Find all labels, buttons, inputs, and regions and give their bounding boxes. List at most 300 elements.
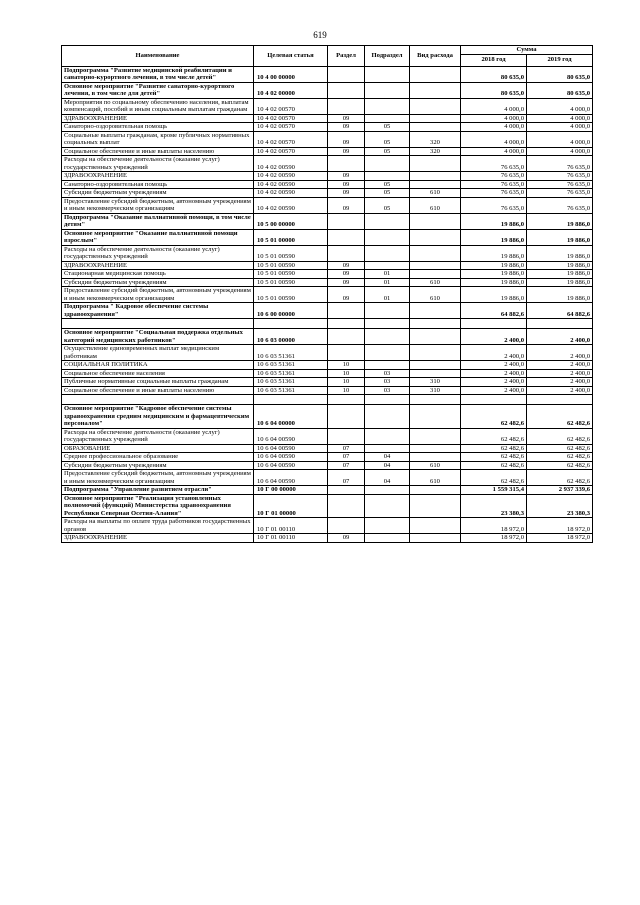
header-sum: Сумма bbox=[461, 46, 593, 55]
cell-section: 09 bbox=[328, 261, 365, 270]
cell-subsection: 01 bbox=[365, 287, 410, 303]
cell-section bbox=[328, 156, 365, 172]
cell-name: Социальное обеспечение и иные выплаты населению bbox=[62, 147, 254, 156]
cell-type bbox=[410, 213, 461, 229]
cell-subsection: 05 bbox=[365, 180, 410, 189]
cell-2019: 2 937 339,6 bbox=[527, 486, 593, 495]
cell-section: 10 bbox=[328, 386, 365, 395]
cell-name: Осуществление единовременных выплат медицинским работникам bbox=[62, 345, 254, 361]
table-row bbox=[62, 189, 593, 198]
cell-section: 09 bbox=[328, 270, 365, 279]
cell-type bbox=[410, 82, 461, 98]
cell-name: Подпрограмма " Кадровое обеспечение системы здравоохранения" bbox=[62, 303, 254, 319]
cell-2019: 76 635,0 bbox=[527, 197, 593, 213]
cell-type: 610 bbox=[410, 189, 461, 198]
cell-2019: 62 482,6 bbox=[527, 461, 593, 470]
cell-name: Стационарная медицинская помощь bbox=[62, 270, 254, 279]
cell-2019: 2 400,0 bbox=[527, 386, 593, 395]
cell-2019: 18 972,0 bbox=[527, 518, 593, 534]
cell-subsection bbox=[365, 428, 410, 444]
spacer-row bbox=[62, 395, 593, 405]
cell-subsection: 04 bbox=[365, 470, 410, 486]
cell-2018: 19 886,0 bbox=[461, 287, 527, 303]
cell-2018: 76 635,0 bbox=[461, 156, 527, 172]
cell-subsection bbox=[365, 156, 410, 172]
cell-2019: 2 400,0 bbox=[527, 329, 593, 345]
cell-2019: 76 635,0 bbox=[527, 189, 593, 198]
table-row bbox=[62, 66, 593, 82]
header-2019: 2019 год bbox=[527, 54, 593, 66]
cell-2019: 76 635,0 bbox=[527, 180, 593, 189]
cell-subsection bbox=[365, 213, 410, 229]
cell-2019: 19 886,0 bbox=[527, 287, 593, 303]
cell-subsection bbox=[365, 518, 410, 534]
cell-code: 10 4 02 00570 bbox=[254, 123, 328, 132]
cell-section bbox=[328, 213, 365, 229]
cell-section: 07 bbox=[328, 470, 365, 486]
cell-2019: 62 482,6 bbox=[527, 453, 593, 462]
cell-code: 10 Г 01 00110 bbox=[254, 518, 328, 534]
cell-2018: 2 400,0 bbox=[461, 361, 527, 370]
cell-type bbox=[410, 369, 461, 378]
cell-section bbox=[328, 82, 365, 98]
cell-subsection bbox=[365, 494, 410, 518]
cell-2018: 64 882,6 bbox=[461, 303, 527, 319]
cell-subsection bbox=[365, 98, 410, 114]
header-code: Целевая статья bbox=[254, 46, 328, 67]
cell-section: 09 bbox=[328, 114, 365, 123]
cell-code: 10 6 03 51361 bbox=[254, 345, 328, 361]
table-row bbox=[62, 156, 593, 172]
cell-section bbox=[328, 245, 365, 261]
cell-section bbox=[328, 345, 365, 361]
cell-type bbox=[410, 123, 461, 132]
cell-type bbox=[410, 428, 461, 444]
table-row bbox=[62, 98, 593, 114]
cell-2019: 2 400,0 bbox=[527, 378, 593, 387]
cell-name: ЗДРАВООХРАНЕНИЕ bbox=[62, 172, 254, 181]
cell-subsection bbox=[365, 534, 410, 543]
cell-subsection: 01 bbox=[365, 278, 410, 287]
cell-code: 10 5 00 00000 bbox=[254, 213, 328, 229]
table-row bbox=[62, 197, 593, 213]
cell-section: 09 bbox=[328, 131, 365, 147]
cell-subsection: 05 bbox=[365, 147, 410, 156]
cell-code: 10 5 01 00000 bbox=[254, 229, 328, 245]
cell-2018: 76 635,0 bbox=[461, 189, 527, 198]
cell-code: 10 6 04 00000 bbox=[254, 405, 328, 429]
header-section: Раздел bbox=[328, 46, 365, 67]
cell-2018: 4 000,0 bbox=[461, 131, 527, 147]
cell-2018: 19 886,0 bbox=[461, 213, 527, 229]
cell-subsection bbox=[365, 361, 410, 370]
cell-subsection: 03 bbox=[365, 378, 410, 387]
cell-2019: 80 635,0 bbox=[527, 66, 593, 82]
cell-subsection: 05 bbox=[365, 123, 410, 132]
table-row bbox=[62, 453, 593, 462]
cell-name: Санаторно-оздоровительная помощь bbox=[62, 180, 254, 189]
cell-code: 10 6 03 51361 bbox=[254, 378, 328, 387]
cell-name: ЗДРАВООХРАНЕНИЕ bbox=[62, 261, 254, 270]
cell-2019: 19 886,0 bbox=[527, 229, 593, 245]
cell-code: 10 4 02 00570 bbox=[254, 147, 328, 156]
cell-name: Расходы на обеспечение деятельности (оказание услуг) государственных учреждений bbox=[62, 428, 254, 444]
cell-subsection bbox=[365, 444, 410, 453]
cell-name: Публичные нормативные социальные выплаты гражданам bbox=[62, 378, 254, 387]
cell-2019: 19 886,0 bbox=[527, 278, 593, 287]
cell-name: Подпрограмма "Управление развитием отрасли" bbox=[62, 486, 254, 495]
cell-code: 10 5 01 00590 bbox=[254, 261, 328, 270]
budget-table bbox=[61, 45, 593, 543]
cell-section bbox=[328, 66, 365, 82]
cell-code: 10 6 04 00590 bbox=[254, 444, 328, 453]
table-row bbox=[62, 123, 593, 132]
cell-section bbox=[328, 494, 365, 518]
cell-type bbox=[410, 98, 461, 114]
cell-type bbox=[410, 261, 461, 270]
cell-name: Расходы на обеспечение деятельности (оказание услуг) государственных учреждений bbox=[62, 245, 254, 261]
cell-section: 07 bbox=[328, 453, 365, 462]
cell-code: 10 6 04 00590 bbox=[254, 461, 328, 470]
table-row bbox=[62, 245, 593, 261]
cell-section bbox=[328, 405, 365, 429]
cell-code: 10 6 04 00590 bbox=[254, 453, 328, 462]
table-row bbox=[62, 461, 593, 470]
cell-2018: 76 635,0 bbox=[461, 197, 527, 213]
cell-subsection: 03 bbox=[365, 386, 410, 395]
cell-2019: 2 400,0 bbox=[527, 369, 593, 378]
cell-2019: 62 482,6 bbox=[527, 444, 593, 453]
cell-section: 09 bbox=[328, 534, 365, 543]
cell-name: ОБРАЗОВАНИЕ bbox=[62, 444, 254, 453]
cell-section bbox=[328, 486, 365, 495]
cell-name: Субсидии бюджетным учреждениям bbox=[62, 278, 254, 287]
cell-section: 09 bbox=[328, 172, 365, 181]
cell-type: 310 bbox=[410, 386, 461, 395]
cell-type: 610 bbox=[410, 287, 461, 303]
cell-section: 09 bbox=[328, 180, 365, 189]
cell-subsection bbox=[365, 405, 410, 429]
cell-section bbox=[328, 428, 365, 444]
cell-subsection: 04 bbox=[365, 453, 410, 462]
cell-2018: 19 886,0 bbox=[461, 278, 527, 287]
table-row bbox=[62, 82, 593, 98]
cell-2018: 62 482,6 bbox=[461, 428, 527, 444]
cell-name: Основное мероприятие "Реализация установленных полномочий (функций) Министерства здравоохранения Республики Северная Осетия-Алания" bbox=[62, 494, 254, 518]
cell-2018: 2 400,0 bbox=[461, 329, 527, 345]
cell-type bbox=[410, 156, 461, 172]
cell-type: 610 bbox=[410, 197, 461, 213]
table-row bbox=[62, 114, 593, 123]
cell-code: 10 5 01 00590 bbox=[254, 278, 328, 287]
cell-type bbox=[410, 180, 461, 189]
cell-code: 10 5 01 00590 bbox=[254, 270, 328, 279]
cell-2018: 19 886,0 bbox=[461, 261, 527, 270]
cell-section: 09 bbox=[328, 197, 365, 213]
cell-code: 10 4 02 00000 bbox=[254, 82, 328, 98]
cell-subsection bbox=[365, 486, 410, 495]
table-row bbox=[62, 369, 593, 378]
cell-section: 09 bbox=[328, 287, 365, 303]
cell-2018: 2 400,0 bbox=[461, 386, 527, 395]
cell-2019: 80 635,0 bbox=[527, 82, 593, 98]
cell-2018: 2 400,0 bbox=[461, 345, 527, 361]
table-row bbox=[62, 147, 593, 156]
cell-type: 320 bbox=[410, 131, 461, 147]
cell-2018: 62 482,6 bbox=[461, 444, 527, 453]
table-row bbox=[62, 486, 593, 495]
cell-name: Подпрограмма "Развитие медицинской реабилитации и санаторно-курортного лечения, в том числе детей" bbox=[62, 66, 254, 82]
cell-subsection bbox=[365, 261, 410, 270]
cell-code: 10 4 02 00570 bbox=[254, 131, 328, 147]
table-row bbox=[62, 172, 593, 181]
cell-section: 09 bbox=[328, 278, 365, 287]
cell-2018: 2 400,0 bbox=[461, 378, 527, 387]
cell-type: 610 bbox=[410, 461, 461, 470]
cell-2018: 80 635,0 bbox=[461, 66, 527, 82]
cell-2019: 76 635,0 bbox=[527, 156, 593, 172]
cell-type bbox=[410, 172, 461, 181]
cell-2019: 4 000,0 bbox=[527, 147, 593, 156]
cell-type: 320 bbox=[410, 147, 461, 156]
table-row bbox=[62, 278, 593, 287]
cell-section: 10 bbox=[328, 378, 365, 387]
cell-code: 10 6 03 51361 bbox=[254, 386, 328, 395]
table-row bbox=[62, 329, 593, 345]
cell-subsection: 05 bbox=[365, 189, 410, 198]
cell-code: 10 Г 01 00000 bbox=[254, 494, 328, 518]
table-row bbox=[62, 428, 593, 444]
table-row bbox=[62, 287, 593, 303]
cell-type bbox=[410, 245, 461, 261]
cell-name: Среднее профессиональное образование bbox=[62, 453, 254, 462]
cell-type bbox=[410, 66, 461, 82]
cell-section: 10 bbox=[328, 361, 365, 370]
cell-name: Основное мероприятие "Развитие санаторно-курортного лечения, в том числе для детей" bbox=[62, 82, 254, 98]
table-row bbox=[62, 180, 593, 189]
cell-code: 10 Г 01 00110 bbox=[254, 534, 328, 543]
page-number: 619 bbox=[313, 30, 327, 40]
table-row bbox=[62, 378, 593, 387]
cell-2019: 19 886,0 bbox=[527, 261, 593, 270]
cell-type bbox=[410, 486, 461, 495]
cell-2018: 4 000,0 bbox=[461, 98, 527, 114]
cell-name: ЗДРАВООХРАНЕНИЕ bbox=[62, 534, 254, 543]
table-row bbox=[62, 534, 593, 543]
cell-2018: 62 482,6 bbox=[461, 470, 527, 486]
cell-2019: 62 482,6 bbox=[527, 405, 593, 429]
table-row bbox=[62, 444, 593, 453]
table-row bbox=[62, 213, 593, 229]
cell-2019: 2 400,0 bbox=[527, 361, 593, 370]
cell-code: 10 6 03 51361 bbox=[254, 369, 328, 378]
cell-name: Подпрограмма "Оказание паллиативной помощи, в том числе детям" bbox=[62, 213, 254, 229]
cell-subsection: 05 bbox=[365, 131, 410, 147]
header-2018: 2018 год bbox=[461, 54, 527, 66]
cell-section bbox=[328, 329, 365, 345]
table-row bbox=[62, 470, 593, 486]
cell-section: 07 bbox=[328, 461, 365, 470]
cell-2019: 23 380,3 bbox=[527, 494, 593, 518]
table-row bbox=[62, 518, 593, 534]
cell-subsection bbox=[365, 114, 410, 123]
cell-code: 10 6 04 00590 bbox=[254, 428, 328, 444]
table-row bbox=[62, 270, 593, 279]
cell-code: 10 4 02 00590 bbox=[254, 172, 328, 181]
cell-section: 10 bbox=[328, 369, 365, 378]
cell-2018: 19 886,0 bbox=[461, 245, 527, 261]
cell-type bbox=[410, 518, 461, 534]
cell-name: Социальное обеспечение и иные выплаты населению bbox=[62, 386, 254, 395]
cell-name: СОЦИАЛЬНАЯ ПОЛИТИКА bbox=[62, 361, 254, 370]
cell-name: Предоставление субсидий бюджетным, автономным учреждениям и иным некоммерческим организациям bbox=[62, 470, 254, 486]
cell-2019: 62 482,6 bbox=[527, 470, 593, 486]
cell-code: 10 6 04 00590 bbox=[254, 470, 328, 486]
cell-subsection: 01 bbox=[365, 270, 410, 279]
cell-type bbox=[410, 405, 461, 429]
cell-2018: 76 635,0 bbox=[461, 180, 527, 189]
cell-2018: 19 886,0 bbox=[461, 229, 527, 245]
cell-name: Социальные выплаты гражданам, кроме публичных нормативных социальных выплат bbox=[62, 131, 254, 147]
cell-type: 610 bbox=[410, 470, 461, 486]
cell-2019: 19 886,0 bbox=[527, 270, 593, 279]
table-row bbox=[62, 131, 593, 147]
cell-2018: 4 000,0 bbox=[461, 147, 527, 156]
table-row bbox=[62, 261, 593, 270]
cell-code: 10 4 00 00000 bbox=[254, 66, 328, 82]
cell-subsection: 04 bbox=[365, 461, 410, 470]
cell-name: Социальное обеспечение населения bbox=[62, 369, 254, 378]
cell-name: Предоставление субсидий бюджетным, автономным учреждениям и иным некоммерческим организациям bbox=[62, 197, 254, 213]
cell-2019: 62 482,6 bbox=[527, 428, 593, 444]
cell-2018: 62 482,6 bbox=[461, 461, 527, 470]
cell-code: 10 6 00 00000 bbox=[254, 303, 328, 319]
cell-type: 610 bbox=[410, 278, 461, 287]
cell-section bbox=[328, 518, 365, 534]
cell-type bbox=[410, 303, 461, 319]
table-row bbox=[62, 361, 593, 370]
cell-subsection bbox=[365, 329, 410, 345]
cell-code: 10 4 02 00590 bbox=[254, 180, 328, 189]
cell-2018: 62 482,6 bbox=[461, 405, 527, 429]
cell-type bbox=[410, 534, 461, 543]
cell-2019: 2 400,0 bbox=[527, 345, 593, 361]
cell-2018: 1 559 315,4 bbox=[461, 486, 527, 495]
header-subsection: Подраздел bbox=[365, 46, 410, 67]
cell-2019: 4 000,0 bbox=[527, 114, 593, 123]
cell-2018: 18 972,0 bbox=[461, 518, 527, 534]
cell-2018: 76 635,0 bbox=[461, 172, 527, 181]
cell-subsection bbox=[365, 66, 410, 82]
cell-2018: 4 000,0 bbox=[461, 114, 527, 123]
cell-code: 10 4 02 00570 bbox=[254, 114, 328, 123]
cell-code: 10 Г 00 00000 bbox=[254, 486, 328, 495]
spacer-row bbox=[62, 319, 593, 329]
cell-type bbox=[410, 114, 461, 123]
cell-code: 10 6 03 51361 bbox=[254, 361, 328, 370]
cell-2019: 4 000,0 bbox=[527, 98, 593, 114]
table-row bbox=[62, 386, 593, 395]
cell-name: Мероприятия по социальному обеспечению населения, выплатам компенсаций, пособий и иным социальным выплатам гражданам bbox=[62, 98, 254, 114]
cell-section: 09 bbox=[328, 147, 365, 156]
cell-subsection bbox=[365, 245, 410, 261]
cell-code: 10 4 02 00590 bbox=[254, 197, 328, 213]
cell-type bbox=[410, 453, 461, 462]
cell-subsection bbox=[365, 303, 410, 319]
cell-code: 10 4 02 00590 bbox=[254, 156, 328, 172]
cell-name: Расходы на обеспечение деятельности (оказание услуг) государственных учреждений bbox=[62, 156, 254, 172]
header-name: Наименование bbox=[62, 46, 254, 67]
cell-code: 10 4 02 00570 bbox=[254, 98, 328, 114]
cell-2019: 4 000,0 bbox=[527, 123, 593, 132]
cell-2019: 4 000,0 bbox=[527, 131, 593, 147]
cell-name: Субсидии бюджетным учреждениям bbox=[62, 189, 254, 198]
cell-type bbox=[410, 494, 461, 518]
cell-2018: 2 400,0 bbox=[461, 369, 527, 378]
cell-subsection bbox=[365, 345, 410, 361]
cell-code: 10 5 01 00590 bbox=[254, 287, 328, 303]
cell-code: 10 4 02 00590 bbox=[254, 189, 328, 198]
cell-2018: 19 886,0 bbox=[461, 270, 527, 279]
table-row bbox=[62, 345, 593, 361]
cell-2018: 62 482,6 bbox=[461, 453, 527, 462]
cell-type bbox=[410, 270, 461, 279]
cell-name: Предоставление субсидий бюджетным, автономным учреждениям и иным некоммерческим организациям bbox=[62, 287, 254, 303]
cell-2018: 80 635,0 bbox=[461, 82, 527, 98]
cell-subsection: 05 bbox=[365, 197, 410, 213]
cell-name: Субсидии бюджетным учреждениям bbox=[62, 461, 254, 470]
cell-code: 10 5 01 00590 bbox=[254, 245, 328, 261]
cell-2018: 23 380,3 bbox=[461, 494, 527, 518]
cell-2018: 18 972,0 bbox=[461, 534, 527, 543]
cell-section bbox=[328, 98, 365, 114]
cell-2019: 76 635,0 bbox=[527, 172, 593, 181]
cell-code: 10 6 03 00000 bbox=[254, 329, 328, 345]
cell-2018: 4 000,0 bbox=[461, 123, 527, 132]
table-body bbox=[62, 66, 593, 542]
cell-subsection bbox=[365, 172, 410, 181]
cell-section bbox=[328, 303, 365, 319]
cell-name: Основное мероприятие "Социальная поддержка отдельных категорий медицинских работников" bbox=[62, 329, 254, 345]
cell-type bbox=[410, 229, 461, 245]
cell-name: Санаторно-оздоровительная помощь bbox=[62, 123, 254, 132]
cell-2019: 19 886,0 bbox=[527, 245, 593, 261]
cell-2019: 19 886,0 bbox=[527, 213, 593, 229]
header-type: Вид расхода bbox=[410, 46, 461, 67]
cell-name: Основное мероприятие "Кадровое обеспечение системы здравоохранения средним медицинским и фармацевтическим персоналом" bbox=[62, 405, 254, 429]
cell-subsection bbox=[365, 82, 410, 98]
cell-type bbox=[410, 444, 461, 453]
cell-type: 310 bbox=[410, 378, 461, 387]
table-row bbox=[62, 303, 593, 319]
cell-name: Расходы на выплаты по оплате труда работников государственных органов bbox=[62, 518, 254, 534]
cell-subsection bbox=[365, 229, 410, 245]
cell-2019: 18 972,0 bbox=[527, 534, 593, 543]
cell-type bbox=[410, 345, 461, 361]
cell-section: 09 bbox=[328, 123, 365, 132]
table-row bbox=[62, 494, 593, 518]
cell-2019: 64 882,6 bbox=[527, 303, 593, 319]
cell-section bbox=[328, 229, 365, 245]
cell-name: ЗДРАВООХРАНЕНИЕ bbox=[62, 114, 254, 123]
cell-type bbox=[410, 329, 461, 345]
table-row bbox=[62, 405, 593, 429]
cell-section: 09 bbox=[328, 189, 365, 198]
cell-name: Основное мероприятие "Оказание паллиативной помощи взрослым" bbox=[62, 229, 254, 245]
cell-section: 07 bbox=[328, 444, 365, 453]
cell-type bbox=[410, 361, 461, 370]
cell-subsection: 03 bbox=[365, 369, 410, 378]
